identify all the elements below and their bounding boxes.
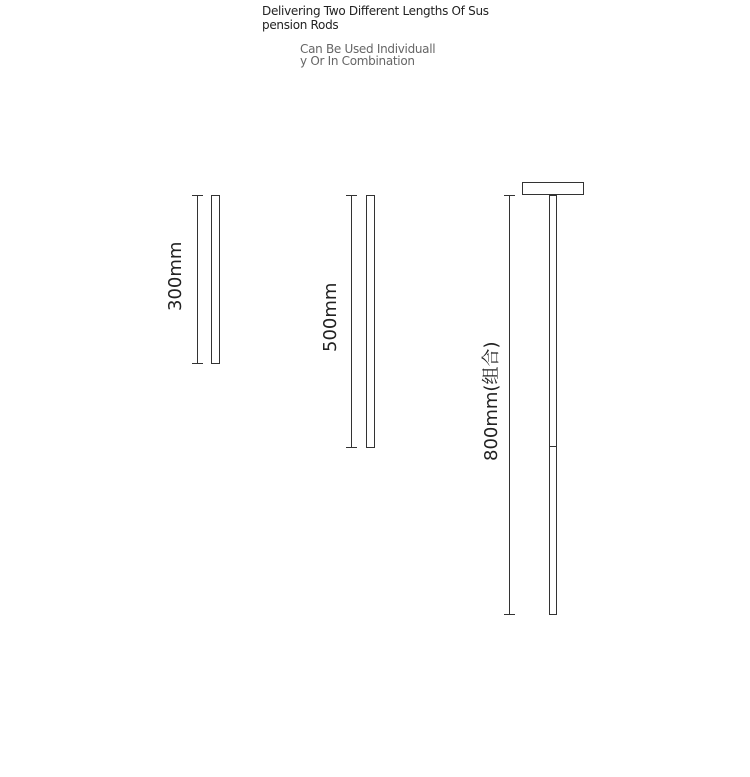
dimension-label-500: 500mm bbox=[320, 282, 341, 352]
ceiling-canopy bbox=[522, 182, 584, 195]
dimension-line bbox=[197, 195, 198, 363]
dimension-tick-bottom bbox=[346, 447, 357, 448]
suspension-rod-500 bbox=[366, 195, 375, 448]
diagram-title bbox=[262, 4, 502, 32]
suspension-rod-800-combined bbox=[549, 195, 557, 615]
diagram-title-line-2: pension Rods bbox=[262, 18, 339, 32]
dimension-tick-bottom bbox=[504, 614, 515, 615]
dimension-label-300: 300mm bbox=[165, 241, 186, 311]
dimension-tick-bottom bbox=[192, 363, 203, 364]
diagram-subtitle-line-2: y Or In Combination bbox=[300, 54, 415, 68]
dimension-line bbox=[351, 195, 352, 447]
rod-joint-line bbox=[549, 446, 557, 447]
diagram-subtitle bbox=[300, 43, 440, 67]
dimension-label-800: 800mm(组合) bbox=[481, 341, 502, 461]
diagram-title-line-1: Delivering Two Different Lengths Of Sus bbox=[262, 4, 489, 18]
diagram-subtitle-line-1: Can Be Used Individuall bbox=[300, 42, 436, 56]
dimension-line bbox=[509, 195, 510, 614]
suspension-rod-300 bbox=[211, 195, 220, 364]
